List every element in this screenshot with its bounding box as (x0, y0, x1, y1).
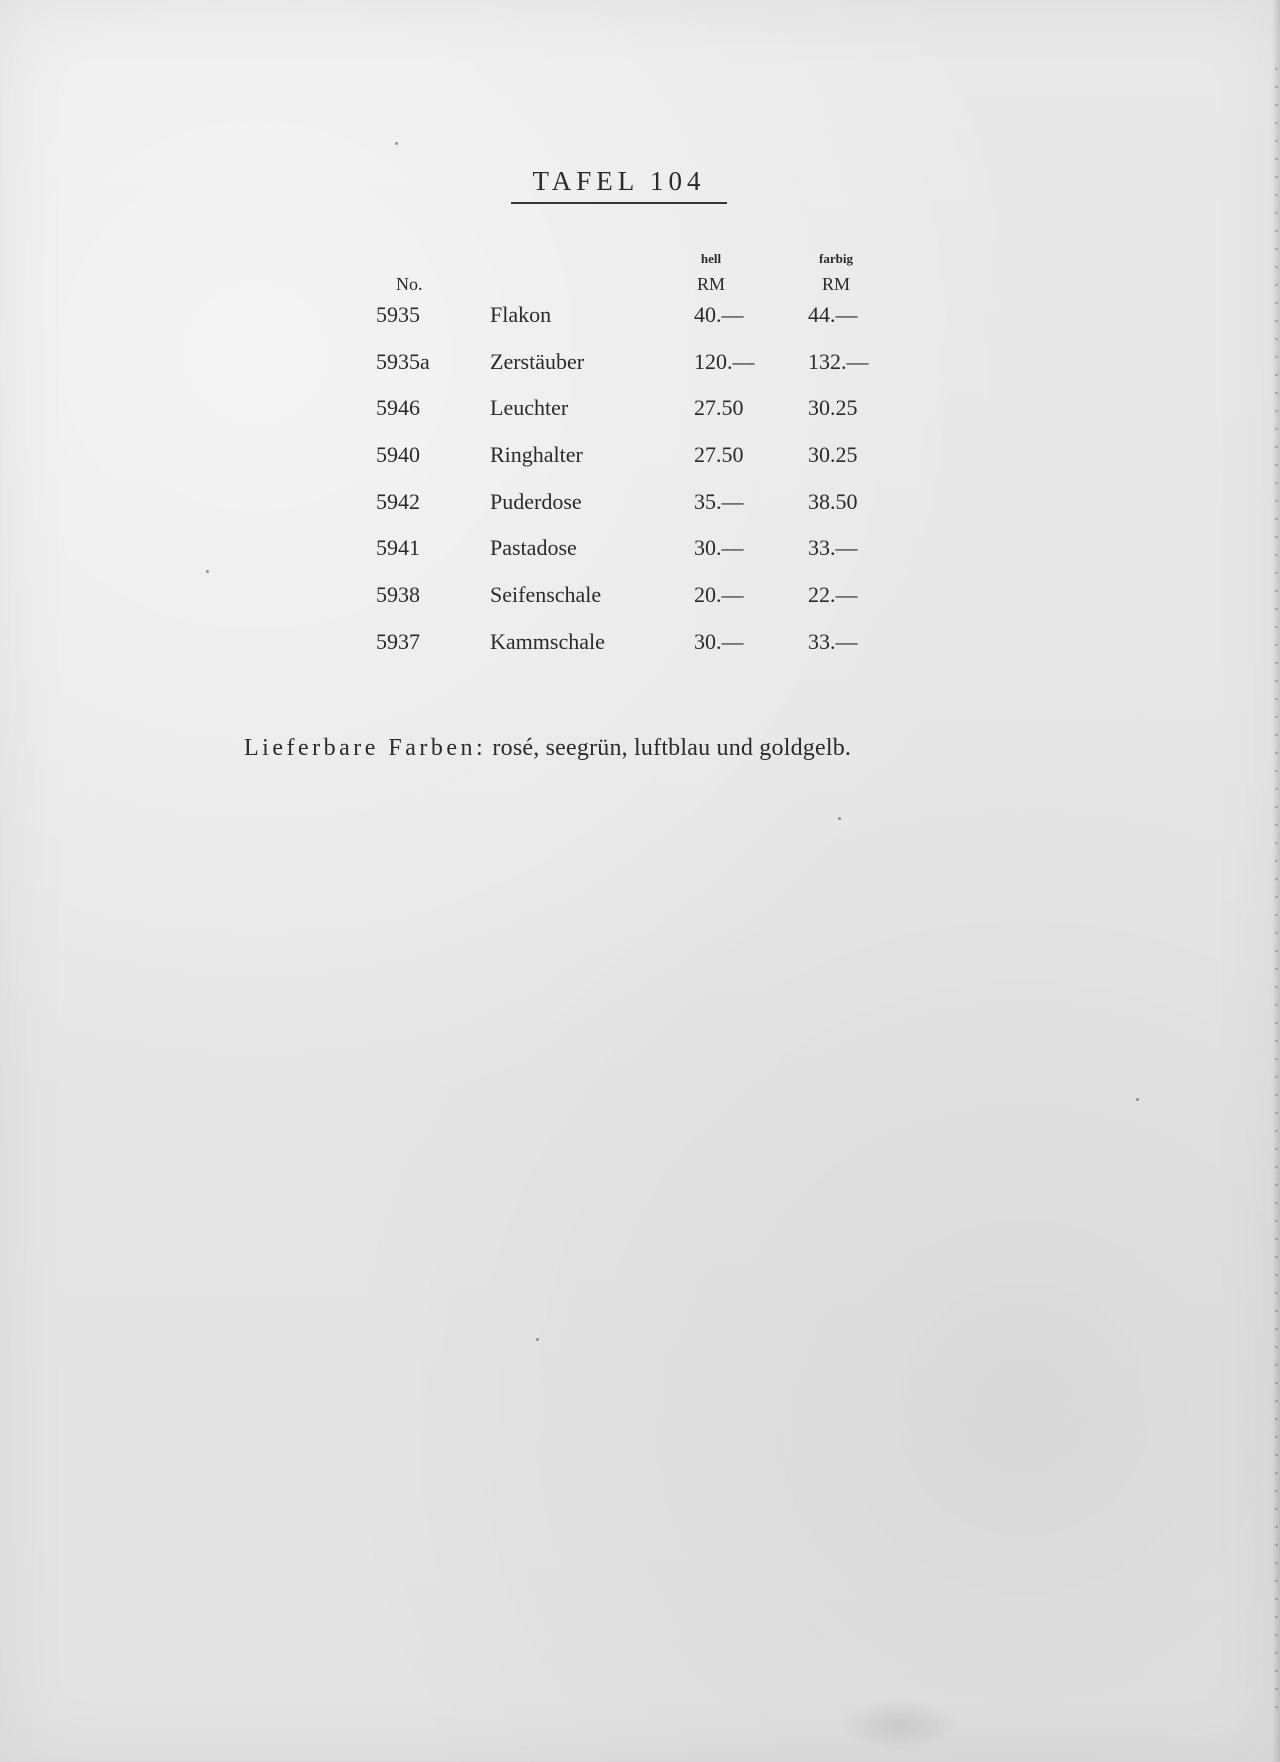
table-header (376, 248, 896, 296)
row-number: 5941 (376, 535, 420, 561)
row-hell-price: 27.50 (694, 395, 744, 421)
row-name: Flakon (490, 302, 552, 327)
available-colors-label: Lieferbare Farben: (244, 735, 487, 761)
row-farbig-price: 30.25 (808, 442, 858, 468)
table-row (376, 487, 896, 534)
available-colors-note (244, 731, 1004, 765)
column-header-farbig-currency: RM (821, 274, 850, 294)
row-number: 5937 (376, 628, 420, 654)
row-farbig-price: 33.— (808, 535, 858, 561)
table-row (376, 440, 896, 487)
available-colors-values: rosé, seegrün, luftblau und goldgelb. (486, 735, 852, 761)
table-row (376, 347, 896, 394)
column-header-hell-currency: RM (696, 274, 725, 294)
paper-stain (840, 1700, 960, 1750)
page-title: TAFEL 104 (532, 166, 706, 196)
column-header-hell: hell (700, 251, 722, 266)
row-number: 5938 (376, 582, 420, 608)
row-farbig-price: 30.25 (808, 395, 858, 421)
row-hell-price: 20.— (694, 582, 744, 608)
row-farbig-price: 132.— (808, 348, 869, 374)
column-header-no: No. (396, 274, 423, 294)
row-farbig-price: 33.— (808, 628, 858, 654)
row-name: Puderdose (490, 488, 582, 514)
row-hell-price: 27.50 (694, 442, 744, 468)
punched-edge-marks (1275, 60, 1278, 1710)
row-hell-price: 40.— (694, 302, 744, 327)
row-farbig-price: 38.50 (808, 488, 858, 514)
row-number: 5935a (376, 348, 430, 374)
row-name: Zerstäuber (490, 348, 585, 374)
row-hell-price: 30.— (694, 535, 744, 561)
table-body (376, 300, 896, 674)
row-farbig-price: 22.— (808, 582, 858, 608)
table-row (376, 627, 896, 674)
row-name: Kammschale (490, 628, 605, 654)
paper-speck (536, 1338, 539, 1341)
table-row (376, 300, 896, 347)
paper-speck (206, 570, 209, 573)
row-number: 5940 (376, 442, 420, 468)
row-hell-price: 30.— (694, 628, 744, 654)
paper-speck (395, 142, 398, 145)
title-block (511, 164, 727, 204)
row-name: Seifenschale (490, 582, 602, 608)
row-name: Ringhalter (490, 442, 583, 468)
row-farbig-price: 44.— (808, 302, 858, 327)
paper-speck (1136, 1098, 1139, 1101)
row-name: Pastadose (490, 535, 577, 561)
table-row (376, 580, 896, 627)
price-table (376, 248, 896, 654)
row-number: 5935 (376, 302, 420, 327)
column-header-farbig: farbig (819, 251, 853, 266)
paper-speck (838, 817, 841, 820)
table-row (376, 393, 896, 440)
row-hell-price: 35.— (694, 488, 744, 514)
row-number: 5942 (376, 488, 420, 514)
row-name: Leuchter (490, 395, 569, 421)
row-number: 5946 (376, 395, 420, 421)
table-row (376, 533, 896, 580)
row-hell-price: 120.— (694, 348, 755, 374)
